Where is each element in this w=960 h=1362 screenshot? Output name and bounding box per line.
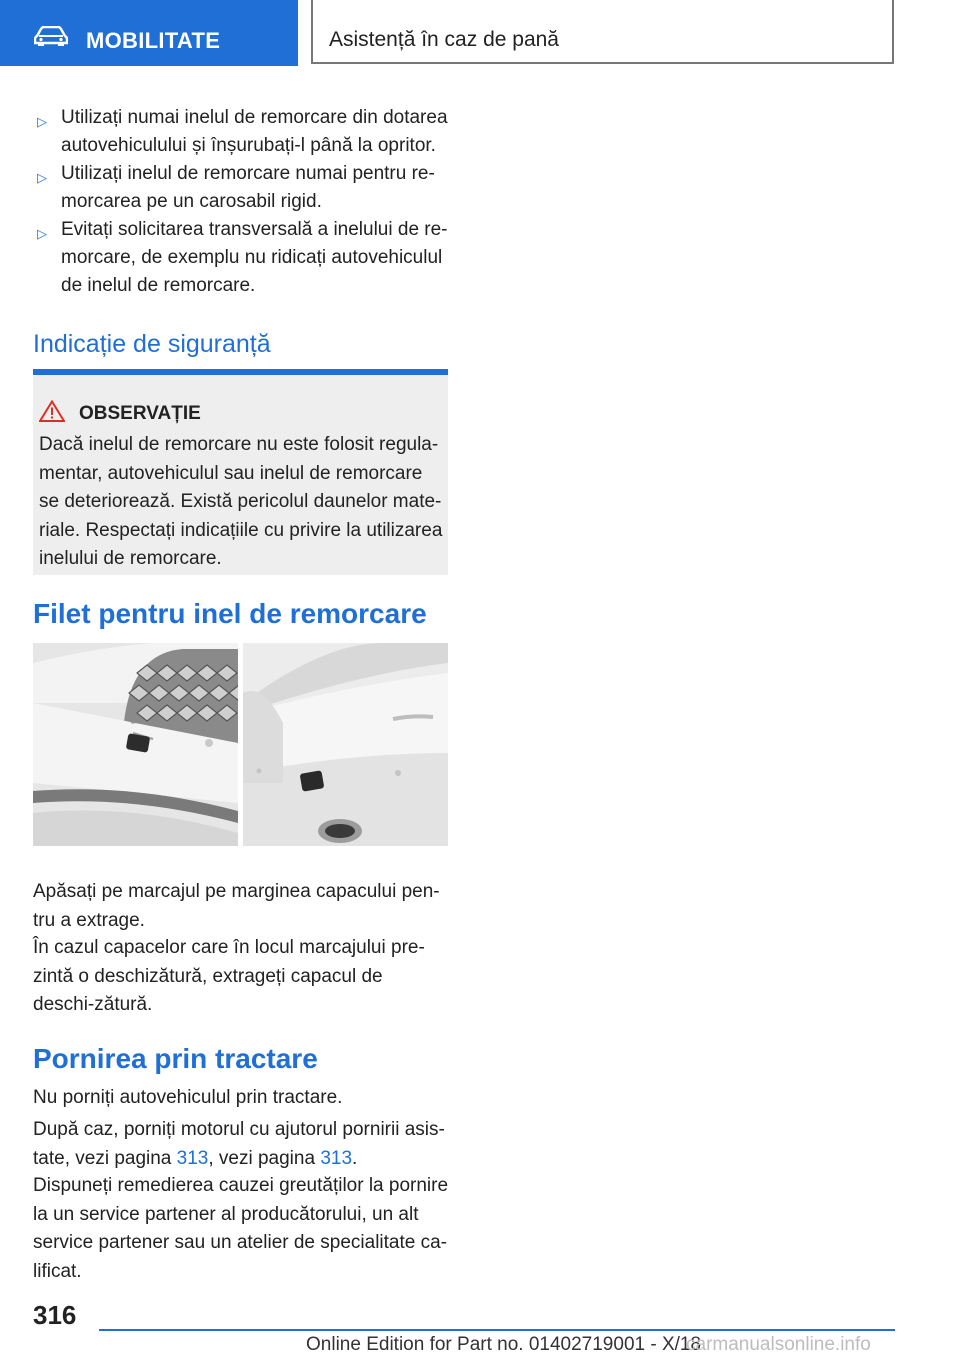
chapter-header <box>311 0 894 64</box>
section-tab[interactable] <box>0 0 298 66</box>
bullet-triangle-icon: ▷ <box>37 114 47 129</box>
edition-text: Online Edition for Part no. 01402719001 - X/18 <box>306 1334 702 1355</box>
notice-title: OBSERVAȚIE <box>79 403 201 424</box>
thread-heading: Filet pentru inel de remorcare <box>33 598 427 629</box>
chapter-title: Asistență în caz de pană <box>329 28 559 51</box>
page-link-313[interactable]: 313 <box>176 1147 209 1169</box>
tow-start-paragraph-3: Dispuneți remedierea cauzei greutăților la pornire la un service partener al producătorului, un alt service partener sau un atelier de specialitate ca-lificat. <box>33 1175 449 1282</box>
tow-start-paragraph-1: Nu porniți autovehiculul prin tractare. <box>33 1087 343 1108</box>
section-title: MOBILITATE <box>86 28 221 53</box>
page-number: 316 <box>33 1300 77 1330</box>
thread-paragraph-1: Apăsați pe marcajul pe marginea capacului pen-tru a extrage. <box>33 881 440 931</box>
warning-notice <box>33 369 448 575</box>
front-bumper-image <box>33 643 238 846</box>
notice-body: Dacă inelul de remorcare nu este folosit regula-mentar, autovehiculul sau inelul de remorcare se deteriorează. Există pericolul daunelor mate-riale. Respectați indicațiile cu privire la utilizarea inelului de remorcare. <box>39 434 443 569</box>
warning-triangle-icon <box>39 400 65 422</box>
footer-divider <box>99 1329 895 1331</box>
car-icon <box>34 26 68 46</box>
page-link-313[interactable]: 313 <box>320 1147 353 1169</box>
bullet-triangle-icon: ▷ <box>37 170 47 185</box>
safety-heading: Indicație de siguranță <box>33 330 271 358</box>
tow-start-paragraph-2: După caz, porniți motorul cu ajutorul pornirii asis-tate, vezi pagina 313, vezi pagina 313. <box>33 1119 445 1169</box>
thread-paragraph-2: În cazul capacelor care în locul marcajului pre-zintă o deschizătură, extrageți capacul de deschi-zătură. <box>33 937 425 1015</box>
rear-bumper-image <box>243 643 448 846</box>
watermark: carmanualsonline.info <box>686 1334 871 1355</box>
tow-start-heading: Pornirea prin tractare <box>33 1043 318 1074</box>
bullet-triangle-icon: ▷ <box>37 226 47 241</box>
